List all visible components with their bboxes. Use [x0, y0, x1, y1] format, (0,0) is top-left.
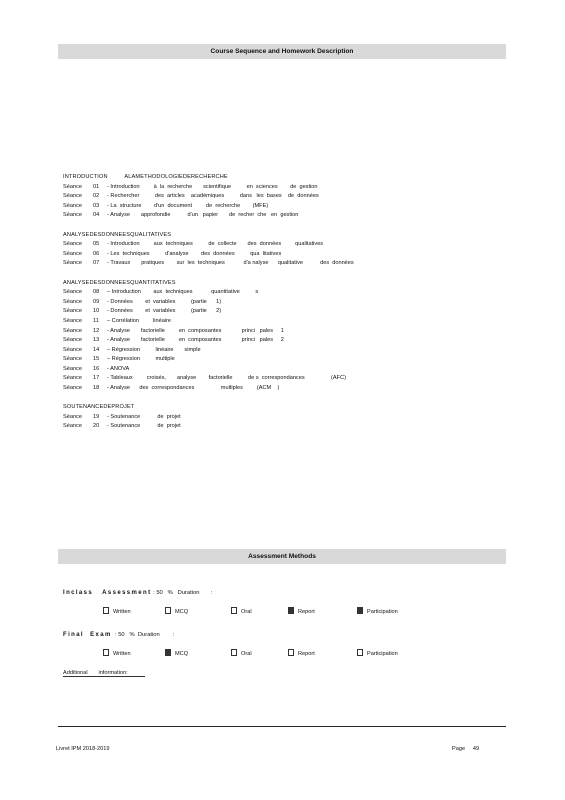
session-number: 19 [93, 413, 100, 420]
option-label: Oral [241, 609, 252, 615]
page-number: 49 [472, 746, 480, 752]
session-label: Séance [63, 260, 82, 267]
session-row [63, 346, 354, 356]
session-row [63, 355, 354, 365]
session-row [63, 365, 354, 375]
session-topic: – Corrélation linéaire [107, 317, 172, 324]
section-spacer [63, 221, 354, 231]
session-label: Séance [63, 202, 82, 209]
session-topic: - ANOVA [107, 365, 130, 372]
session-label: Séance [63, 308, 82, 315]
session-label: Séance [63, 298, 82, 305]
session-topic: - Les techniques d'analyse des données qua litatives [107, 250, 282, 257]
session-label: Séance [63, 413, 82, 420]
session-topic: – Régression linéaire simple [107, 346, 201, 353]
footer-booklet-title: Livret IPM 2018-2019 [56, 746, 110, 752]
session-label: Séance [63, 289, 82, 296]
session-topic: – Introduction aux techniques quantitative s [107, 289, 259, 296]
session-label: Séance [63, 375, 82, 382]
session-topic: - Tableaux croisés, analyse factorielle de s correspondances (AFC) [107, 375, 346, 382]
inclass-assessment-options [63, 607, 503, 615]
session-topic: - Soutenance de projet [107, 423, 181, 430]
session-label: Séance [63, 250, 82, 257]
session-topic: - Travaux pratiques sur les techniques d'a nalyse qualitative des données [107, 260, 354, 267]
additional-information-label: Additional information: [63, 670, 128, 676]
section-title: SOUTENANCEDEPROJET [63, 404, 135, 411]
option-oral[interactable] [231, 649, 252, 657]
session-label: Séance [63, 327, 82, 334]
checkbox-icon[interactable] [357, 649, 363, 656]
session-label: Séance [63, 317, 82, 324]
course-sequence-header: Course Sequence and Homework Description [58, 44, 506, 59]
session-number: 16 [93, 365, 100, 372]
session-number: 13 [93, 337, 100, 344]
session-row [63, 413, 354, 423]
session-row [63, 327, 354, 337]
inclass-assessment-label: Inclass Assessment [63, 590, 152, 596]
assessment-methods-header: Assessment Methods [58, 549, 506, 564]
session-row [63, 307, 354, 317]
option-label: Participation [367, 651, 398, 657]
option-written[interactable] [103, 649, 131, 657]
session-row [63, 336, 354, 346]
checkbox-icon[interactable] [103, 607, 109, 614]
session-label: Séance [63, 183, 82, 190]
session-label: Séance [63, 337, 82, 344]
session-label: Séance [63, 423, 82, 430]
checkbox-icon[interactable] [231, 607, 237, 614]
session-number: 09 [93, 298, 100, 305]
option-mcq[interactable] [165, 607, 188, 615]
session-topic: - Analyse approfondie d'un papier de recher che en gestion [107, 212, 299, 219]
session-number: 12 [93, 327, 100, 334]
option-report[interactable] [288, 649, 315, 657]
checked-box-icon[interactable] [288, 607, 294, 614]
session-label: Séance [63, 346, 82, 353]
option-label: Written [113, 651, 131, 657]
session-row [63, 259, 354, 269]
session-number: 02 [93, 193, 100, 200]
additional-information-underline [63, 676, 145, 677]
session-label: Séance [63, 365, 82, 372]
page-label: Page [452, 746, 466, 752]
course-sequence-list [63, 173, 354, 432]
session-topic: - Analyse factorielle en composantes princi pales 1 [107, 327, 284, 334]
session-row [63, 298, 354, 308]
session-number: 14 [93, 346, 100, 353]
final-exam-line [63, 632, 174, 638]
session-topic: – Régression multiple [107, 356, 175, 363]
footer-page-number [452, 746, 479, 752]
session-topic: - Soutenance de projet [107, 413, 181, 420]
session-row [63, 240, 354, 250]
session-number: 10 [93, 308, 100, 315]
session-number: 20 [93, 423, 100, 430]
checked-box-icon[interactable] [357, 607, 363, 614]
session-row [63, 317, 354, 327]
session-number: 05 [93, 241, 100, 248]
checkbox-icon[interactable] [103, 649, 109, 656]
session-row [63, 422, 354, 432]
session-label: Séance [63, 193, 82, 200]
option-oral[interactable] [231, 607, 252, 615]
session-number: 15 [93, 356, 100, 363]
session-number: 08 [93, 289, 100, 296]
session-topic: - Rechercher des articles académiques dans les bases de données [107, 193, 319, 200]
option-label: Oral [241, 651, 252, 657]
session-label: Séance [63, 356, 82, 363]
option-label: Report [298, 609, 315, 615]
option-label: Participation [367, 609, 398, 615]
session-number: 11 [93, 317, 99, 324]
section-spacer [63, 394, 354, 404]
session-row [63, 192, 354, 202]
section-title: INTRODUCTION ALAMETHODOLOGIEDERECHERCHE [63, 174, 228, 180]
option-written[interactable] [103, 607, 131, 615]
option-report[interactable] [288, 607, 315, 615]
session-number: 06 [93, 250, 100, 257]
session-topic: - La structure d'un document de recherche (MFE) [107, 202, 269, 209]
option-participation[interactable] [357, 607, 398, 615]
option-label: MCQ [175, 609, 189, 615]
session-topic: - Introduction aux techniques de collecte des données qualitatives [107, 241, 324, 248]
session-row [63, 374, 354, 384]
session-topic: - Données et variables (partie 2) [107, 308, 222, 315]
final-exam-weight: : 50 % Duration : [111, 632, 175, 638]
checkbox-icon[interactable] [288, 649, 294, 656]
session-row [63, 202, 354, 212]
session-topic: - Introduction à la recherche scientifique en sciences de gestion [107, 183, 318, 190]
inclass-assessment-weight: : 50 % Duration : [151, 590, 213, 596]
checked-box-icon[interactable] [165, 649, 171, 656]
session-row [63, 250, 354, 260]
session-number: 04 [93, 212, 100, 219]
session-topic: - Analyse des correspondances multiples (ACM ) [107, 385, 280, 392]
session-label: Séance [63, 212, 82, 219]
option-label: Report [298, 651, 315, 657]
option-participation[interactable] [357, 649, 398, 657]
session-number: 17 [93, 375, 100, 382]
section-title: ANALYSEDESDONNEESQUANTITATIVES [63, 279, 176, 286]
option-mcq[interactable] [165, 649, 188, 657]
footer-divider [58, 726, 506, 727]
session-topic: - Données et variables (partie 1) [107, 298, 222, 305]
inclass-assessment-line [63, 590, 212, 596]
session-row [63, 183, 354, 193]
session-row [63, 211, 354, 221]
checkbox-icon[interactable] [231, 649, 237, 656]
session-number: 03 [93, 202, 100, 209]
session-label: Séance [63, 241, 82, 248]
checkbox-icon[interactable] [165, 607, 171, 614]
session-label: Séance [63, 385, 82, 392]
session-row [63, 288, 354, 298]
session-number: 07 [93, 260, 100, 267]
final-exam-label: Final Exam [63, 632, 112, 638]
section-spacer [63, 269, 354, 279]
session-topic: - Analyse factorielle en composantes princi pales 2 [107, 337, 284, 344]
session-number: 01 [93, 183, 100, 190]
option-label: Written [113, 609, 131, 615]
session-row [63, 384, 354, 394]
option-label: MCQ [175, 651, 189, 657]
final-exam-options [63, 649, 503, 657]
section-title: ANALYSEDESDONNEESQUALITATIVES [63, 231, 172, 238]
session-number: 18 [93, 385, 100, 392]
